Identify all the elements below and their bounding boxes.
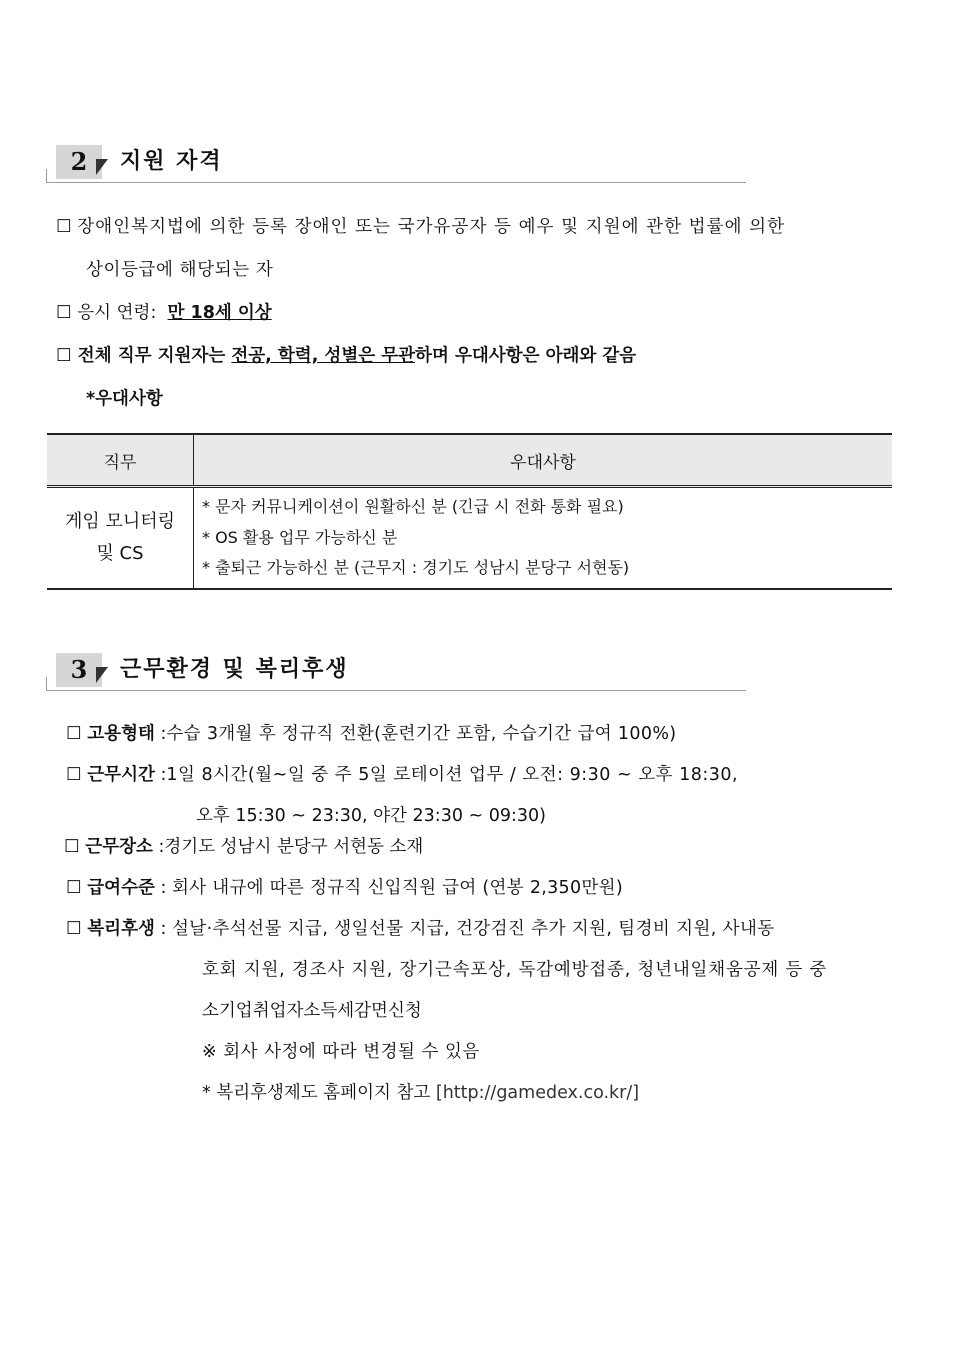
eligibility-underlined: 전공, 학력, 성별은 무관 bbox=[231, 346, 416, 366]
checkbox-icon: ☐ bbox=[56, 346, 72, 366]
checkbox-icon: ☐ bbox=[64, 837, 80, 857]
salary-level bbox=[66, 876, 623, 900]
job-cell bbox=[47, 487, 194, 589]
eligibility-item-3 bbox=[56, 344, 636, 368]
checkbox-icon: ☐ bbox=[66, 724, 82, 744]
pref-item: * 문자 커뮤니케이션이 원활하신 분 (긴급 시 전화 통화 필요) bbox=[202, 497, 624, 516]
work-hours-cont: 오후 15:30 ~ 23:30, 야간 23:30 ~ 09:30) bbox=[196, 806, 547, 826]
location-value: 경기도 성남시 분당구 서현동 소재 bbox=[164, 837, 424, 857]
eligibility-text: 장애인복지법에 의한 등록 장애인 또는 국가유공자 등 예우 및 지원에 관한 법률에 의한 bbox=[77, 217, 786, 237]
header-divider-left bbox=[46, 169, 47, 183]
eligibility-prefix: 전체 직무 지원자는 bbox=[77, 346, 232, 366]
welfare-cont-2: 소기업취업자소득세감면신청 bbox=[202, 1001, 422, 1021]
pref-item: * OS 활용 업무 가능하신 분 bbox=[202, 527, 398, 547]
separator: : bbox=[160, 919, 167, 939]
eligibility-item-2 bbox=[56, 301, 272, 325]
separator: : bbox=[158, 837, 165, 857]
table-row bbox=[47, 487, 892, 589]
eligibility-item-1 bbox=[56, 215, 785, 239]
welfare-reference bbox=[202, 1081, 639, 1105]
table-header-pref: 우대사항 bbox=[194, 434, 893, 487]
table-header-job: 직무 bbox=[47, 434, 194, 487]
homepage-link[interactable]: [http://gamedex.co.kr/] bbox=[435, 1083, 640, 1103]
salary-label: 급여수준 bbox=[87, 878, 155, 898]
section-2-header bbox=[46, 145, 746, 185]
welfare-value: 설날·추석선물 지급, 생일선물 지급, 건강검진 추가 지원, 팀경비 지원, 사내동 bbox=[171, 919, 775, 939]
job-name-line2: 및 CS bbox=[96, 542, 144, 564]
checkbox-icon: ☐ bbox=[56, 303, 72, 323]
section-3-header bbox=[46, 653, 746, 693]
section-number-badge: 2 bbox=[56, 145, 102, 179]
employment-type bbox=[66, 722, 676, 746]
pref-cell bbox=[194, 487, 893, 589]
table-header-row bbox=[47, 434, 892, 487]
header-divider bbox=[46, 690, 746, 691]
checkbox-icon: ☐ bbox=[66, 878, 82, 898]
header-divider bbox=[46, 182, 746, 183]
welfare-note: ※ 회사 사정에 따라 변경될 수 있음 bbox=[202, 1042, 480, 1062]
job-name-line1: 게임 모니터링 bbox=[64, 510, 176, 532]
checkbox-icon: ☐ bbox=[56, 217, 72, 237]
welfare-cont-1: 호회 지원, 경조사 지원, 장기근속포상, 독감예방접종, 청년내일채움공제 등 중 bbox=[202, 960, 828, 980]
separator: : bbox=[160, 765, 167, 785]
reference-text: * 복리후생제도 홈페이지 참고 bbox=[202, 1083, 436, 1103]
separator: : bbox=[160, 878, 167, 898]
section-number-badge: 3 bbox=[56, 653, 102, 687]
section-title: 지원 자격 bbox=[120, 149, 223, 174]
work-hours bbox=[66, 763, 738, 787]
hours-label: 근무시간 bbox=[87, 765, 155, 785]
eligibility-item-1-cont: 상이등급에 해당되는 자 bbox=[86, 260, 274, 280]
section-title: 근무환경 및 복리후생 bbox=[120, 657, 349, 682]
badge-triangle bbox=[96, 159, 108, 175]
hours-value: 1일 8시간(월~일 중 주 5일 로테이션 업무 / 오전: 9:30 ~ 오후 18:30, bbox=[166, 765, 739, 785]
preference-table bbox=[47, 433, 892, 590]
age-value: 만 18세 이상 bbox=[167, 303, 272, 323]
pref-item: * 출퇴근 가능하신 분 (근무지 : 경기도 성남시 분당구 서현동) bbox=[202, 558, 630, 577]
separator: : bbox=[160, 724, 167, 744]
employment-value: 수습 3개월 후 정규직 전환(훈련기간 포함, 수습기간 급여 100%) bbox=[166, 724, 677, 744]
checkbox-icon: ☐ bbox=[66, 919, 82, 939]
header-divider-left bbox=[46, 677, 47, 691]
salary-value: 회사 내규에 따른 정규직 신입직원 급여 (연봉 2,350만원) bbox=[171, 878, 623, 898]
preference-title: *우대사항 bbox=[86, 389, 163, 409]
employment-label: 고용형태 bbox=[87, 724, 155, 744]
checkbox-icon: ☐ bbox=[66, 765, 82, 785]
welfare-label: 복리후생 bbox=[87, 919, 155, 939]
work-location bbox=[64, 835, 423, 859]
badge-triangle bbox=[96, 667, 108, 683]
welfare bbox=[66, 917, 775, 941]
age-label: 응시 연령: bbox=[77, 303, 157, 323]
location-label: 근무장소 bbox=[85, 837, 153, 857]
eligibility-suffix: 하며 우대사항은 아래와 같음 bbox=[415, 346, 637, 366]
